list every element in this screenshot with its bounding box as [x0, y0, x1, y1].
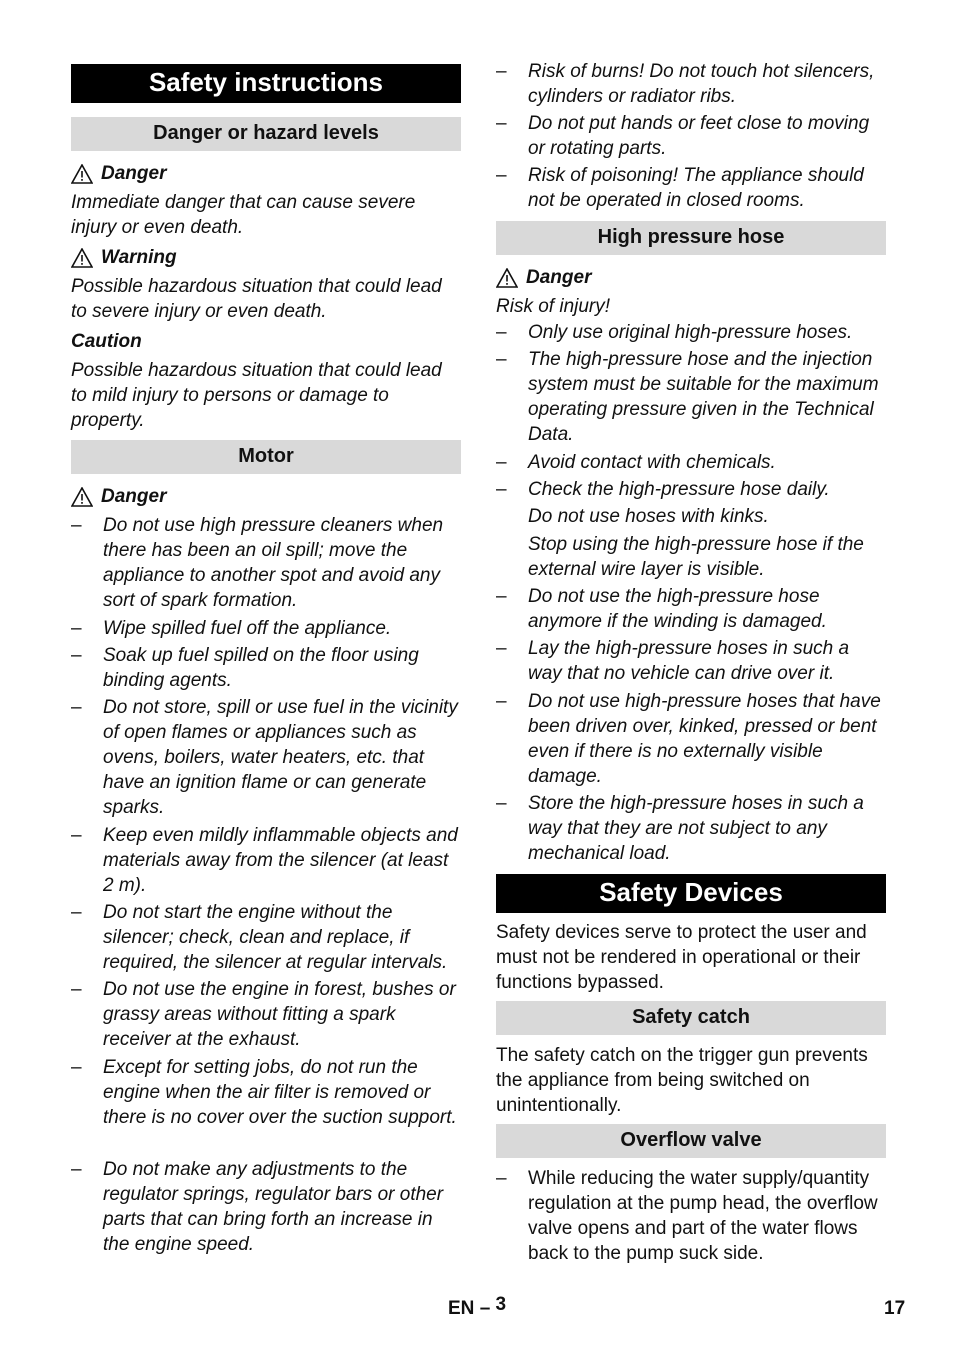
footer-sub-page: 3 — [495, 1294, 507, 1315]
safety-devices-text: Safety devices serve to protect the user and must not be rendered in operational or their functions bypassed. — [496, 922, 867, 993]
dash-bullet: – — [71, 645, 82, 666]
list-item — [71, 823, 461, 898]
list-item-text: Do not use the high-pressure hose anymore if the winding is damaged. — [528, 586, 827, 632]
dash-bullet: – — [496, 452, 507, 473]
list-item-text: Do not start the engine without the silencer; check, clean and replace, if required, the silencer at regular intervals. — [103, 902, 448, 973]
dash-bullet: – — [71, 697, 82, 718]
list-item-text: Keep even mildly inflammable objects and materials away from the silencer (at least 2 m). — [103, 825, 458, 896]
list-item-text: Do not use the engine in forest, bushes or grassy areas without fitting a spark receiver at the exhaust. — [103, 979, 456, 1050]
list-item — [496, 163, 886, 213]
list-subitem — [496, 532, 886, 582]
dash-bullet: – — [496, 793, 507, 814]
dash-bullet: – — [71, 825, 82, 846]
section-title-safety-devices: Safety Devices — [496, 874, 886, 913]
page-number: 17 — [884, 1298, 906, 1319]
safety-catch-text: The safety catch on the trigger gun prevents the appliance from being switched on unintentionally. — [496, 1045, 868, 1116]
warning-triangle-icon — [496, 268, 518, 288]
subheading-danger-levels: Danger or hazard levels — [71, 117, 461, 151]
list-item-text: Avoid contact with chemicals. — [528, 452, 776, 473]
caution-description: Possible hazardous situation that could lead to mild injury to persons or damage to property. — [71, 360, 442, 431]
list-item-text: The high-pressure hose and the injection system must be suitable for the maximum operating pressure given in the Technical Data. — [528, 349, 879, 445]
dash-bullet: – — [496, 586, 507, 607]
list-item-text: Risk of burns! Do not touch hot silencers, cylinders or radiator ribs. — [528, 61, 875, 107]
dash-bullet: – — [496, 349, 507, 370]
dash-bullet: – — [496, 691, 507, 712]
list-item-text: Do not put hands or feet close to moving or rotating parts. — [528, 113, 870, 159]
list-item — [496, 689, 886, 789]
list-item-text: Soak up fuel spilled on the floor using binding agents. — [103, 645, 419, 691]
list-subitem — [496, 504, 886, 529]
motor-danger-label-row — [71, 484, 461, 514]
list-item-text: Do not store, spill or use fuel in the vicinity of open flames or appliances such as ovens, boilers, water heaters, etc. that have an ignition flame or can generate sparks. — [103, 697, 458, 818]
list-item-text: Lay the high-pressure hoses in such a way that no vehicle can drive over it. — [528, 638, 850, 684]
list-item — [496, 636, 886, 686]
subheading-high-pressure-hose: High pressure hose — [496, 221, 886, 255]
caution-label: Caution — [71, 331, 142, 352]
warning-label-row — [71, 245, 461, 275]
warning-triangle-icon — [71, 164, 93, 184]
list-item — [496, 111, 886, 161]
dash-bullet: – — [496, 479, 507, 500]
warning-triangle-icon — [71, 487, 93, 507]
dash-bullet: – — [496, 113, 507, 134]
list-item — [496, 320, 886, 345]
list-item-text: Do not use high pressure cleaners when there has been an oil spill; move the appliance to another spot and avoid any sort of spark formation. — [103, 515, 444, 611]
dash-bullet: – — [71, 618, 82, 639]
subheading-safety-catch: Safety catch — [496, 1001, 886, 1035]
hose-danger-label: Danger — [526, 267, 592, 288]
dash-bullet: – — [496, 61, 507, 82]
list-item-text: While reducing the water supply/quantity regulation at the pump head, the overflow valve opens and part of the water flows back to the pump suck side. — [528, 1168, 878, 1264]
dash-bullet: – — [496, 638, 507, 659]
list-item-text: Store the high-pressure hoses in such a way that they are not subject to any mechanical load. — [528, 793, 864, 864]
list-item-text: Risk of poisoning! The appliance should not be operated in closed rooms. — [528, 165, 864, 211]
motor-danger-label: Danger — [101, 486, 167, 507]
list-item — [496, 59, 886, 109]
dash-bullet: – — [496, 322, 507, 343]
footer-language — [448, 1294, 507, 1320]
dash-bullet: – — [71, 1057, 82, 1078]
footer-lang-code: EN — [448, 1298, 475, 1319]
subheading-overflow-valve: Overflow valve — [496, 1124, 886, 1158]
warning-label: Warning — [101, 247, 177, 268]
list-item — [71, 1055, 461, 1130]
warning-triangle-icon — [71, 248, 93, 268]
list-item — [496, 584, 886, 634]
list-item-text: Do not use hoses with kinks. — [528, 506, 769, 527]
hose-danger-label-row — [496, 265, 886, 295]
danger-description: Immediate danger that can cause severe injury or even death. — [71, 192, 416, 238]
list-item-text: Do not use high-pressure hoses that have been driven over, kinked, pressed or bent even if there is no externally visible damage. — [528, 691, 881, 787]
dash-bullet: – — [496, 1168, 507, 1189]
list-item-text: Only use original high-pressure hoses. — [528, 322, 853, 343]
list-item — [496, 1166, 886, 1266]
dash-bullet: – — [71, 1159, 82, 1180]
list-item — [71, 513, 461, 613]
warning-description: Possible hazardous situation that could lead to severe injury or even death. — [71, 276, 442, 322]
dash-bullet: – — [496, 165, 507, 186]
list-item — [71, 1157, 461, 1257]
list-item — [496, 791, 886, 866]
list-item — [71, 977, 461, 1052]
hose-risk-text: Risk of injury! — [496, 296, 611, 317]
list-item-text: Do not make any adjustments to the regulator springs, regulator bars or other parts that can bring forth an increase in the engine speed. — [103, 1159, 444, 1255]
list-item — [496, 347, 886, 447]
list-item-text: Stop using the high-pressure hose if the external wire layer is visible. — [528, 534, 864, 580]
danger-label: Danger — [101, 163, 167, 184]
list-item — [71, 900, 461, 975]
footer-separator: – — [479, 1298, 491, 1319]
list-item-text: Except for setting jobs, do not run the engine when the air filter is removed or there is no cover over the suction support. — [103, 1057, 457, 1128]
list-item — [71, 695, 461, 820]
dash-bullet: – — [71, 979, 82, 1000]
danger-label-row — [71, 161, 461, 191]
dash-bullet: – — [71, 902, 82, 923]
section-title-safety-instructions: Safety instructions — [71, 64, 461, 103]
list-item — [496, 450, 886, 475]
list-item-text: Check the high-pressure hose daily. — [528, 479, 830, 500]
list-item — [496, 477, 886, 502]
list-item — [71, 643, 461, 693]
list-item-text: Wipe spilled fuel off the appliance. — [103, 618, 392, 639]
dash-bullet: – — [71, 515, 82, 536]
list-item — [71, 616, 461, 641]
subheading-motor: Motor — [71, 440, 461, 474]
